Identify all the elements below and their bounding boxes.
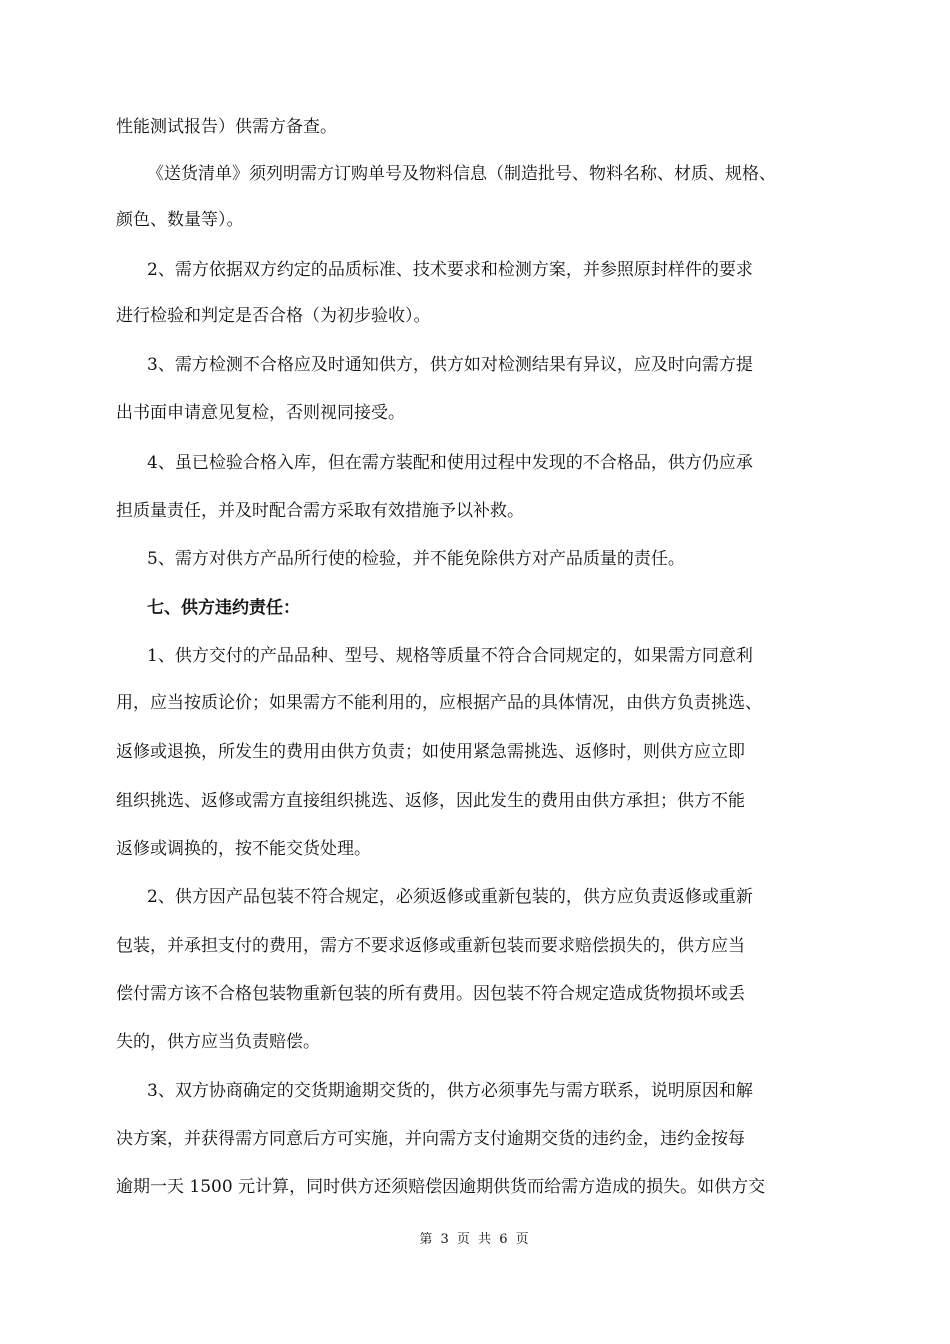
body-text-line: 失的，供方应当负责赔偿。 bbox=[116, 1032, 320, 1052]
body-text-line: 2、供方因产品包装不符合规定，必须返修或重新包装的，供方应负责返修或重新 bbox=[147, 887, 753, 907]
body-text-line: 1、供方交付的产品品种、型号、规格等质量不符合合同规定的，如果需方同意利 bbox=[147, 646, 753, 666]
body-text-line: 4、虽已检验合格入库，但在需方装配和使用过程中发现的不合格品，供方仍应承 bbox=[147, 453, 753, 473]
body-text-line: 2、需方依据双方约定的品质标准、技术要求和检测方案，并参照原封样件的要求 bbox=[147, 260, 753, 280]
body-text-line: 担质量责任，并及时配合需方采取有效措施予以补救。 bbox=[116, 501, 524, 521]
body-text-line: 返修或调换的，按不能交货处理。 bbox=[116, 839, 371, 859]
body-text-line: 逾期一天 1500 元计算，同时供方还须赔偿因逾期供货而给需方造成的损失。如供方交 bbox=[116, 1177, 766, 1197]
body-text-line: 性能测试报告）供需方备查。 bbox=[116, 117, 337, 137]
body-text-line: 《送货清单》须列明需方订购单号及物料信息（制造批号、物料名称、材质、规格、 bbox=[147, 164, 776, 184]
body-text-line: 组织挑选、返修或需方直接组织挑选、返修，因此发生的费用由供方承担；供方不能 bbox=[116, 791, 745, 811]
body-text-line: 3、双方协商确定的交货期逾期交货的，供方必须事先与需方联系，说明原因和解 bbox=[147, 1081, 753, 1101]
body-text-line: 返修或退换，所发生的费用由供方负责；如使用紧急需挑选、返修时，则供方应立即 bbox=[116, 742, 745, 762]
body-text-line: 决方案，并获得需方同意后方可实施，并向需方支付逾期交货的违约金，违约金按每 bbox=[116, 1129, 745, 1149]
section-heading: 七、供方违约责任： bbox=[147, 598, 300, 618]
body-text-line: 包装，并承担支付的费用，需方不要求返修或重新包装而要求赔偿损失的，供方应当 bbox=[116, 936, 745, 956]
body-text-line: 进行检验和判定是否合格（为初步验收）。 bbox=[116, 306, 431, 326]
body-text-line: 出书面申请意见复检，否则视同接受。 bbox=[116, 403, 405, 423]
body-text-line: 偿付需方该不合格包装物重新包装的所有费用。因包装不符合规定造成货物损坏或丢 bbox=[116, 984, 745, 1004]
body-text-line: 5、需方对供方产品所行使的检验，并不能免除供方对产品质量的责任。 bbox=[147, 549, 685, 569]
page-footer: 第 3 页 共 6 页 bbox=[419, 1232, 531, 1247]
body-text-line: 3、需方检测不合格应及时通知供方，供方如对检测结果有异议，应及时向需方提 bbox=[147, 355, 753, 375]
body-text-line: 用，应当按质论价；如果需方不能利用的，应根据产品的具体情况，由供方负责挑选、 bbox=[116, 693, 762, 713]
body-text-line: 颜色、数量等）。 bbox=[116, 210, 244, 230]
